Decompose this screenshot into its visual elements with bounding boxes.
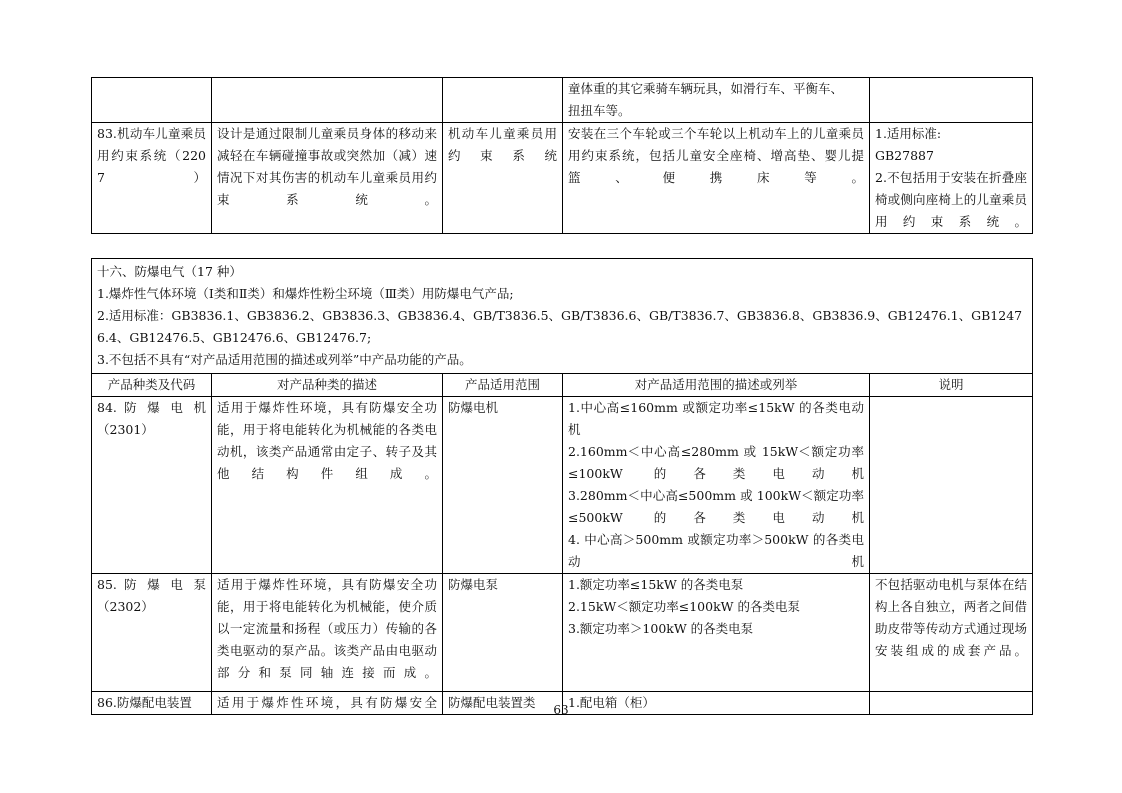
header-description: 对产品种类的描述 bbox=[212, 374, 443, 397]
main-table bbox=[91, 258, 1033, 715]
header-scope: 产品适用范围 bbox=[443, 374, 563, 397]
cell-examples: 安装在三个车轮或三个车轮以上机动车上的儿童乘员用约束系统，包括儿童安全座椅、增高垫、婴儿提篮、便携床等。 bbox=[563, 123, 870, 234]
text-line: 2.不包括用于安装在折叠座椅或侧向座椅上的儿童乘员用约束系统。 bbox=[875, 170, 1027, 229]
section-header-row bbox=[92, 259, 1033, 374]
cell-scope: 机动车儿童乘员用约束系统 bbox=[443, 123, 563, 234]
section-line-1: 1.爆炸性气体环境（Ⅰ类和Ⅱ类）和爆炸性粉尘环境（Ⅲ类）用防爆电气产品; bbox=[97, 286, 514, 301]
cell-description: 设计是通过限制儿童乘员身体的移动来减轻在车辆碰撞事故或突然加（减）速情况下对其伤害的机动车儿童乘员用约束系统。 bbox=[212, 123, 443, 234]
section-line-3: 3.不包括不具有“对产品适用范围的描述或列举”中产品功能的产品。 bbox=[97, 352, 472, 367]
cell-scope: 防爆电泵 bbox=[443, 574, 563, 692]
list-item: 4. 中心高＞500mm 或额定功率＞500kW 的各类电动机 bbox=[568, 532, 864, 569]
text-line: （2301） bbox=[97, 422, 154, 437]
table-row-84 bbox=[92, 397, 1033, 574]
cell-notes bbox=[870, 397, 1033, 574]
cell-notes: 不包括驱动电机与泵体在结构上各自独立，两者之间借助皮带等传动方式通过现场安装组成的成套产品。 bbox=[870, 574, 1033, 692]
header-examples: 对产品适用范围的描述或列举 bbox=[563, 374, 870, 397]
cell-range-continued bbox=[563, 78, 870, 123]
top-table bbox=[91, 77, 1033, 234]
cell-examples bbox=[563, 574, 870, 692]
list-item: 3.280mm＜中心高≤500mm 或 100kW＜额定功率≤500kW 的各类电动机 bbox=[568, 488, 864, 525]
list-item: 2.15kW＜额定功率≤100kW 的各类电泵 bbox=[568, 599, 800, 614]
cell-scope: 防爆配电装置类 bbox=[443, 692, 563, 715]
list-item: 1.额定功率≤15kW 的各类电泵 bbox=[568, 577, 744, 592]
header-category: 产品种类及代码 bbox=[92, 374, 212, 397]
list-item: 3.额定功率＞100kW 的各类电泵 bbox=[568, 621, 754, 636]
section-line-2: 2.适用标准：GB3836.1、GB3836.2、GB3836.3、GB3836.4、GB/T3836.5、GB/T3836.6、GB/T3836.7、GB3836.8、GB3836.9、GB12476.1、GB12476.4、GB12476.5、GB12476.6、GB12476.7; bbox=[97, 308, 1023, 345]
cell-category: 86.防爆配电装置 bbox=[92, 692, 212, 715]
text-line: 84. 防 爆 电 机 bbox=[97, 400, 206, 415]
cell-notes bbox=[870, 123, 1033, 234]
section-title: 十六、防爆电气（17 种） bbox=[97, 264, 242, 279]
table-row-83 bbox=[92, 123, 1033, 234]
cell-examples bbox=[563, 397, 870, 574]
cell-category bbox=[92, 574, 212, 692]
list-item: 1.配电箱（柜） bbox=[568, 695, 655, 710]
cell-description: 适用于爆炸性环境，具有防爆安全功能，用于将电能转化为机械能的各类电动机，该类产品通常由定子、转子及其他结构件组成。 bbox=[212, 397, 443, 574]
cell-category bbox=[92, 397, 212, 574]
header-notes: 说明 bbox=[870, 374, 1033, 397]
cell-description: 适用于爆炸性环境，具有防爆安全 bbox=[212, 692, 443, 715]
text-line: 扭扭车等。 bbox=[568, 103, 631, 118]
cell-empty bbox=[870, 78, 1033, 123]
section-header bbox=[92, 259, 1033, 374]
text-line: GB27887 bbox=[875, 148, 934, 163]
cell-empty bbox=[92, 78, 212, 123]
cell-empty bbox=[212, 78, 443, 123]
text-line: 童体重的其它乘骑车辆玩具，如滑行车、平衡车、 bbox=[568, 81, 844, 96]
text-line: 85. 防 爆 电 泵 bbox=[97, 577, 206, 592]
list-item: 2.160mm＜中心高≤280mm 或 15kW＜额定功率≤100kW 的各类电动机 bbox=[568, 444, 864, 481]
table-row-85 bbox=[92, 574, 1033, 692]
table-row-continued bbox=[92, 78, 1033, 123]
column-header-row bbox=[92, 374, 1033, 397]
cell-description: 适用于爆炸性环境，具有防爆安全功能，用于将电能转化为机械能，使介质以一定流量和扬程（或压力）传输的各类电驱动的泵产品。该类产品由电驱动部分和泵同轴连接而成。 bbox=[212, 574, 443, 692]
page-number: 63 bbox=[553, 703, 569, 717]
list-item: 1.中心高≤160mm 或额定功率≤15kW 的各类电动机 bbox=[568, 400, 864, 437]
text-line: 1.适用标准: bbox=[875, 126, 942, 141]
cell-scope: 防爆电机 bbox=[443, 397, 563, 574]
cell-category: 83.机动车儿童乘员用约束系统（2207） bbox=[92, 123, 212, 234]
text-line: （2302） bbox=[97, 599, 154, 614]
cell-empty bbox=[443, 78, 563, 123]
